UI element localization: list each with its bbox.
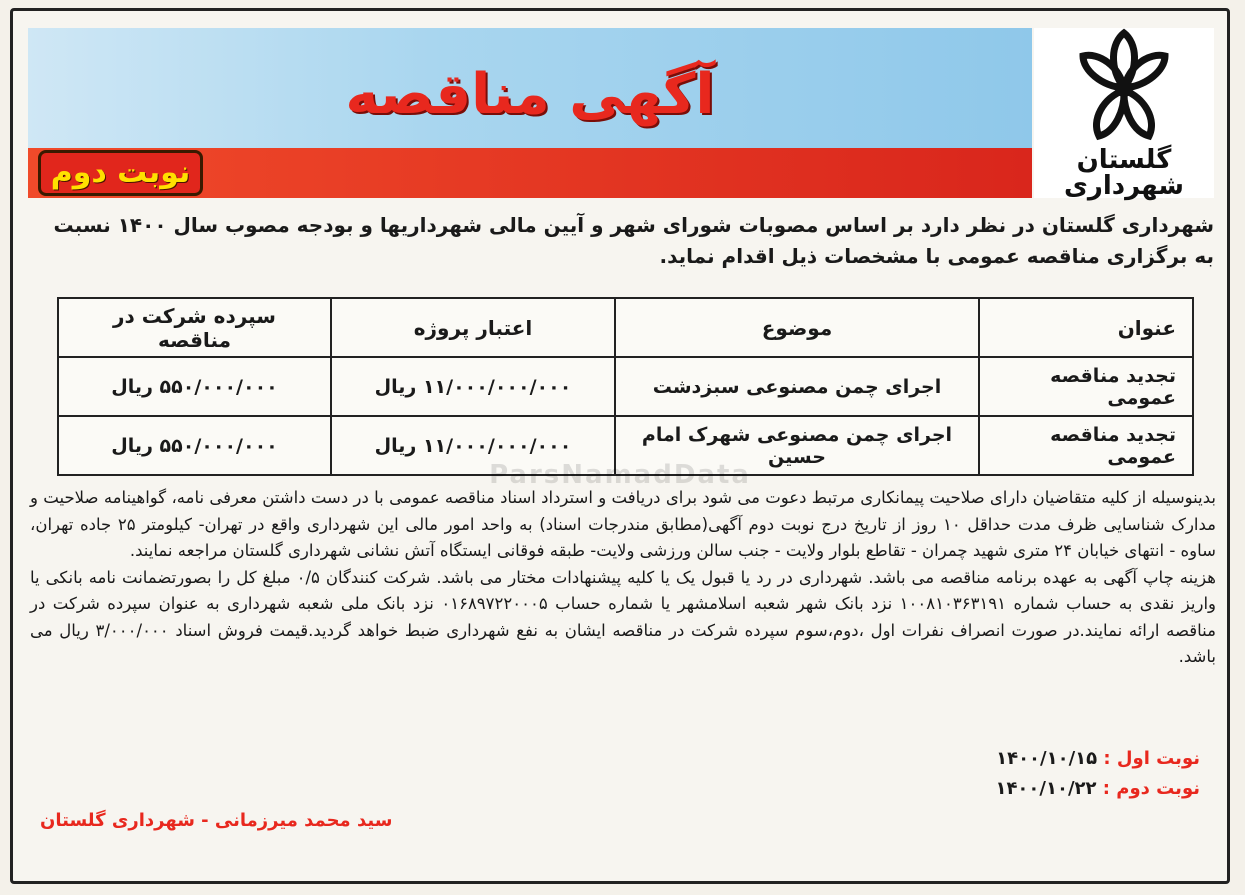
cell-title: تجدید مناقصه عمومی [979, 357, 1193, 416]
table-row [58, 357, 1193, 416]
notice-body [30, 485, 1216, 671]
cell-deposit: ۵۵۰/۰۰۰/۰۰۰ ریال [58, 416, 331, 475]
watermark: ParsNamadData [489, 460, 751, 490]
body-paragraph: هزینه چاپ آگهی به عهده برنامه مناقصه می باشد. شهرداری در رد یا قبول یک یا کلیه پیشنهادات مختار می باشد. شرکت کنندگان ۰/۵ مبلغ کل را بصورتضمانت نامه بانکی یا واریز نقدی به حساب شماره ۱۰۰۸۱۰۳۶۳۱۹۱ نزد بانک شهر شعبه اسلامشهر یا شماره حساب ۰۱۶۸۹۷۲۲۰۰۰۵ نزد بانک ملی شعبه شهرداری به عنوان سپرده شرکت در مناقصه ارائه نمایند.در صورت انصراف نفرات اول ،دوم،سوم سپرده شرکت در مناقصه ایشان به نفع شهرداری ضبط خواهد گردید.قیمت فروش اسناد ۳/۰۰۰/۰۰۰ ریال می باشد. [30, 567, 1216, 666]
signature: سید محمد میرزمانی - شهرداری گلستان [40, 810, 393, 831]
intro-paragraph: شهرداری گلستان در نظر دارد بر اساس مصوبات شورای شهر و آیین مالی شهرداریها و بودجه مصوب سال ۱۴۰۰ نسبت به برگزاری مناقصه عمومی با مشخصات ذیل اقدام نماید. [53, 213, 1214, 268]
logo-name: گلستان [1076, 145, 1172, 175]
flower-icon [1069, 28, 1179, 146]
first-edition-line [960, 744, 1200, 774]
column-header: سپرده شرکت در مناقصه [58, 298, 331, 357]
second-edition-date: ۱۴۰۰/۱۰/۲۲ [995, 778, 1097, 799]
notice-title: آگهی مناقصه [345, 62, 715, 127]
cell-budget: ۱۱/۰۰۰/۰۰۰/۰۰۰ ریال [331, 416, 615, 475]
cell-subject: اجرای چمن مصنوعی شهرک امام حسین [615, 416, 979, 475]
table-header-row [58, 298, 1193, 357]
column-header: عنوان [979, 298, 1193, 357]
publication-dates [960, 744, 1200, 804]
cell-subject: اجرای چمن مصنوعی سبزدشت [615, 357, 979, 416]
cell-budget: ۱۱/۰۰۰/۰۰۰/۰۰۰ ریال [331, 357, 615, 416]
municipality-logo [1034, 28, 1214, 201]
first-edition-date: ۱۴۰۰/۱۰/۱۵ [996, 748, 1098, 769]
cell-title: تجدید مناقصه عمومی [979, 416, 1193, 475]
tender-table [57, 297, 1194, 476]
column-header: اعتبار پروژه [331, 298, 615, 357]
cell-deposit: ۵۵۰/۰۰۰/۰۰۰ ریال [58, 357, 331, 416]
logo-subtitle: شهرداری [1064, 171, 1184, 201]
second-edition-label: نوبت دوم : [1102, 778, 1200, 799]
body-paragraph: بدینوسیله از کلیه متقاضیان دارای صلاحیت پیمانکاری مرتبط دعوت می شود برای دریافت و استرداد اسناد مناقصه عمومی با در دست داشتن معرفی نامه، گواهینامه صلاحیت و مدارک شناسایی ظرف مدت حداقل ۱۰ روز از تاریخ درج نوبت دوم آگهی(مطابق مندرجات اسناد) به واحد امور مالی این شهرداری واقع در تهران- کیلومتر ۲۵ جاده تهران، ساوه - انتهای خیابان ۲۴ متری شهید چمران - تقاطع بلوار ولایت - جنب سالن ورزشی ولایت- طبقه فوقانی ایستگاه آتش نشانی شهرداری گلستان مراجعه نمایند. [30, 488, 1216, 560]
first-edition-label: نوبت اول : [1103, 748, 1200, 769]
edition-badge: نوبت دوم [38, 150, 203, 196]
column-header: موضوع [615, 298, 979, 357]
second-edition-line [960, 774, 1200, 804]
